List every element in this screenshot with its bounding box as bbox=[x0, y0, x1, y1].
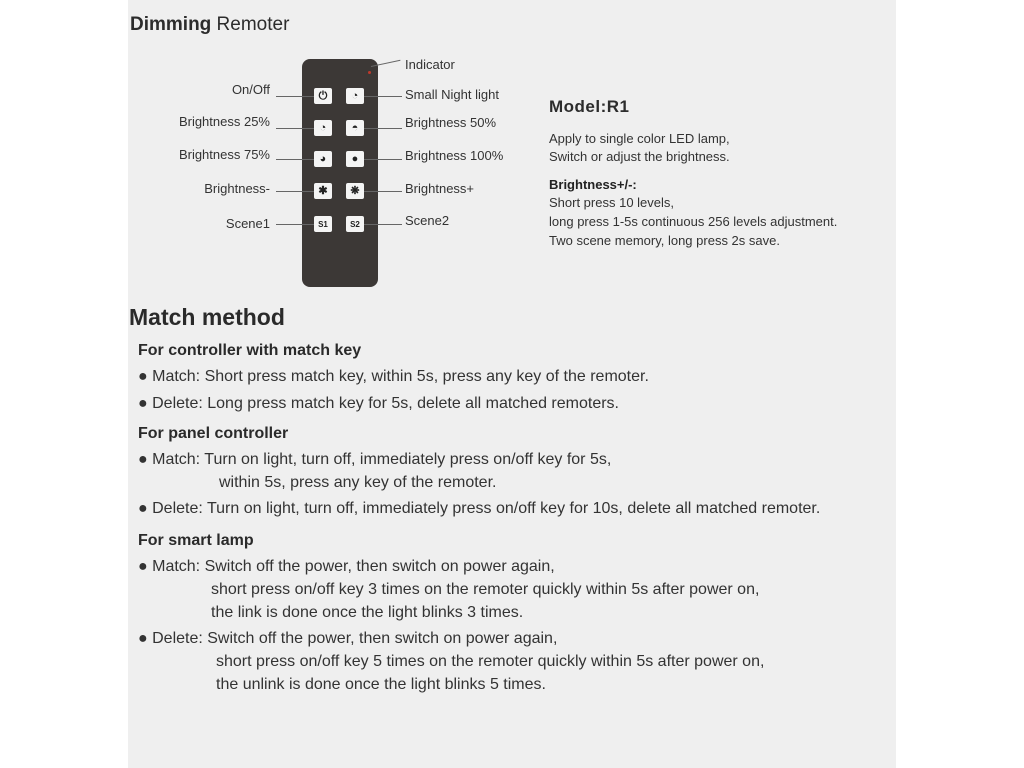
section-title: For panel controller bbox=[138, 425, 289, 442]
match-item-continued: within 5s, press any key of the remoter. bbox=[219, 474, 497, 491]
page-title bbox=[130, 14, 289, 36]
model-desc-line: Switch or adjust the brightness. bbox=[549, 149, 730, 164]
leader-line bbox=[364, 159, 402, 160]
label-small-night-light: Small Night light bbox=[405, 87, 499, 102]
label-scene2: Scene2 bbox=[405, 213, 450, 228]
title-rest: Remoter bbox=[211, 14, 290, 35]
brightness-75-key bbox=[314, 151, 332, 167]
night-light-icon: ◔ bbox=[351, 89, 359, 102]
full-circle-icon: ● bbox=[351, 152, 359, 165]
scene1-key: S1 bbox=[314, 216, 332, 232]
match-item-continued: short press on/off key 3 times on the remoter quickly within 5s after power on, bbox=[211, 581, 760, 598]
remote-control bbox=[302, 59, 378, 287]
label-brightness-100: Brightness 100% bbox=[405, 148, 504, 163]
half-circle-icon: ◓ bbox=[351, 121, 359, 134]
dim-sun-icon: ✱ bbox=[318, 184, 328, 197]
scene2-key: S2 bbox=[346, 216, 364, 232]
leader-line bbox=[276, 224, 314, 225]
label-brightness-75: Brightness 75% bbox=[178, 147, 270, 162]
label-onoff: On/Off bbox=[231, 82, 270, 97]
section-title: For smart lamp bbox=[138, 532, 254, 549]
match-item: ● Match: Switch off the power, then switch on power again, bbox=[138, 558, 555, 575]
leader-line bbox=[276, 191, 314, 192]
model-desc-line: Two scene memory, long press 2s save. bbox=[549, 233, 780, 248]
leader-line bbox=[276, 96, 314, 97]
leader-line bbox=[364, 191, 402, 192]
model-desc-line: long press 1-5s continuous 256 levels adjustment. bbox=[549, 214, 838, 229]
label-brightness-25: Brightness 25% bbox=[178, 114, 270, 129]
brightness-plus-key bbox=[346, 183, 364, 199]
indicator-led bbox=[368, 71, 371, 74]
match-method-heading: Match method bbox=[129, 304, 285, 330]
night-light-key bbox=[346, 88, 364, 104]
leader-line bbox=[276, 159, 314, 160]
label-scene1: Scene1 bbox=[225, 216, 270, 231]
brightness-minus-key bbox=[314, 183, 332, 199]
brightness-25-key bbox=[314, 120, 332, 136]
model-title: Model:R1 bbox=[549, 97, 630, 116]
bright-sun-icon: ❋ bbox=[350, 184, 360, 197]
quarter-circle-icon: ◔ bbox=[319, 121, 327, 134]
power-icon: ⏻ bbox=[318, 89, 328, 102]
delete-item: ● Delete: Long press match key for 5s, delete all matched remoters. bbox=[138, 395, 619, 412]
model-desc-line: Short press 10 levels, bbox=[549, 195, 675, 210]
match-item: ● Match: Short press match key, within 5s, press any key of the remoter. bbox=[138, 368, 649, 385]
brightness-50-key bbox=[346, 120, 364, 136]
leader-line bbox=[364, 224, 402, 225]
brightness-100-key bbox=[346, 151, 364, 167]
match-item-continued: the link is done once the light blinks 3 times. bbox=[211, 604, 524, 621]
label-indicator: Indicator bbox=[405, 57, 455, 72]
model-desc-line: Apply to single color LED lamp, bbox=[549, 131, 730, 146]
label-brightness-50: Brightness 50% bbox=[405, 115, 497, 130]
brightness-heading: Brightness+/-: bbox=[549, 177, 637, 192]
delete-item-continued: the unlink is done once the light blinks 5 times. bbox=[216, 676, 546, 693]
section-title: For controller with match key bbox=[138, 342, 362, 359]
delete-item: ● Delete: Switch off the power, then switch on power again, bbox=[138, 630, 558, 647]
leader-line bbox=[364, 128, 402, 129]
label-brightness-minus: Brightness- bbox=[204, 181, 270, 196]
leader-line bbox=[276, 128, 314, 129]
label-brightness-plus: Brightness+ bbox=[405, 181, 475, 196]
three-quarter-circle-icon: ◕ bbox=[319, 152, 327, 165]
delete-item: ● Delete: Turn on light, turn off, immediately press on/off key for 10s, delete all matched remoter. bbox=[138, 500, 821, 517]
onoff-key bbox=[314, 88, 332, 104]
match-item: ● Match: Turn on light, turn off, immediately press on/off key for 5s, bbox=[138, 451, 612, 468]
delete-item-continued: short press on/off key 5 times on the remoter quickly within 5s after power on, bbox=[216, 653, 765, 670]
title-bold: Dimming bbox=[130, 14, 212, 35]
leader-line bbox=[364, 96, 402, 97]
document-page bbox=[128, 0, 896, 768]
